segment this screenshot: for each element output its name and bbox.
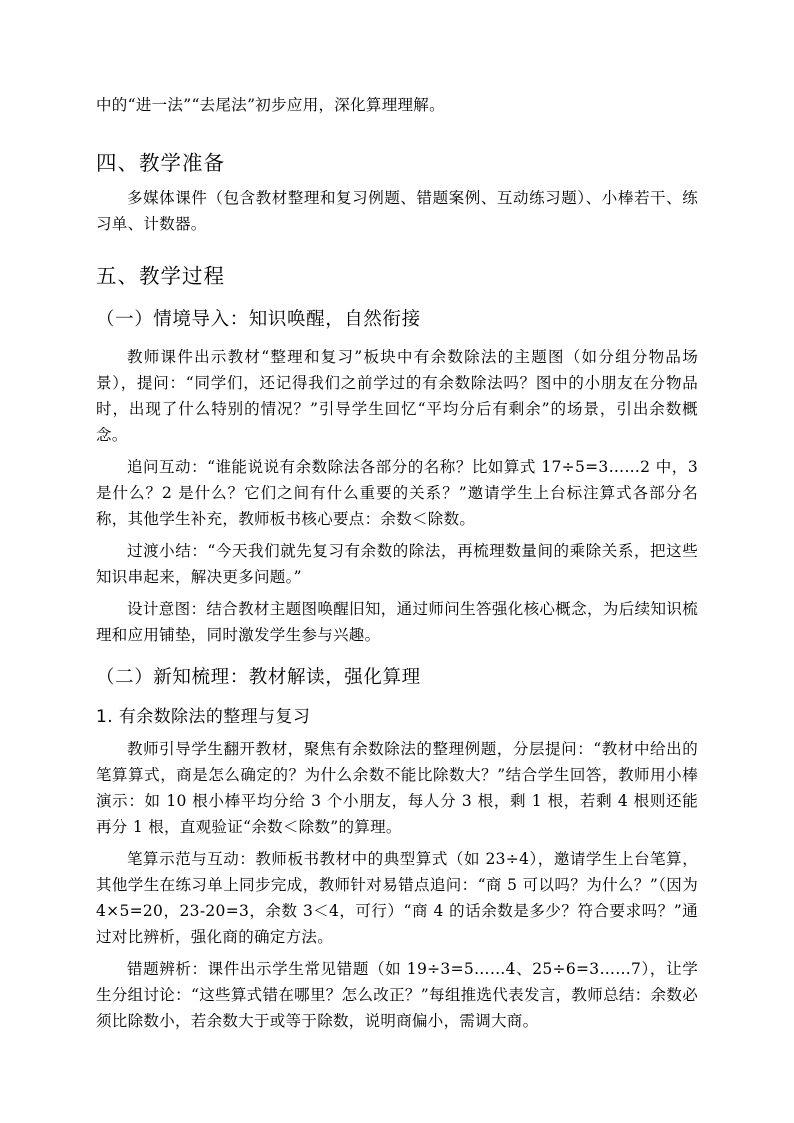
document-page — [96, 92, 698, 1034]
subsection-heading-new-knowledge: （二）新知梳理：教材解读，强化算理 — [96, 667, 421, 688]
paragraph-intro-tail: 中的“进一法”“去尾法”初步应用，深化算理理解。 — [96, 96, 445, 114]
section-heading-process: 五、教学过程 — [96, 264, 225, 288]
paragraph-review-3: 错题辨析：课件出示学生常见错题（如 19÷3=5……4、25÷6=3……7），让学生分组讨论：“这些算式错在哪里？怎么改正？”每组推选代表发言，教师总结：余数必须比除数小，若余数大于或等于除数，说明商偏小，需调大商。 — [96, 960, 698, 1030]
subsection-heading-intro: （一）情境导入：知识唤醒，自然衔接 — [96, 309, 421, 330]
paragraph-design-intent: 设计意图：结合教材主题图唤醒旧知，通过师问生答强化核心概念，为后续知识梳理和应用铺垫，同时激发学生参与兴趣。 — [96, 600, 698, 644]
paragraph-review-2: 笔算示范与互动：教师板书教材中的典型算式（如 23÷4），邀请学生上台笔算，其他学生在练习单上同步完成，教师针对易错点追问：“商 5 可以吗？为什么？”（因为 4×5=20，23-20=3，余数 3＜4，可行）“商 4 的话余数是多少？符合要求吗？”通过对比辨析，强化商的确定方法。 — [96, 850, 698, 946]
paragraph-intro-3: 过渡小结：“今天我们就先复习有余数的除法，再梳理数量间的乘除关系，把这些知识串起来，解决更多问题。” — [96, 542, 698, 586]
paragraph-intro-1: 教师课件出示教材“整理和复习”板块中有余数除法的主题图（如分组分物品场景），提问：“同学们，还记得我们之前学过的有余数除法吗？图中的小朋友在分物品时，出现了什么特别的情况？”引导学生回忆“平均分后有剩余”的场景，引出余数概念。 — [96, 348, 698, 444]
item-heading-remainder-division: 1. 有余数除法的整理与复习 — [96, 707, 311, 727]
paragraph-review-1: 教师引导学生翻开教材，聚焦有余数除法的整理例题，分层提问：“教材中给出的笔算算式，商是怎么确定的？为什么余数不能比除数大？”结合学生回答，教师用小棒演示：如 10 根小棒平均分给 3 个小朋友，每人分 3 根，剩 1 根，若剩 4 根则还能再分 1 根，直观验证“余数＜除数”的算理。 — [96, 740, 698, 836]
section-heading-preparation: 四、教学准备 — [96, 151, 225, 175]
paragraph-intro-2: 追问互动：“谁能说说有余数除法各部分的名称？比如算式 17÷5=3……2 中，3 是什么？2 是什么？它们之间有什么重要的关系？”邀请学生上台标注算式各部分名称，其他学生补充，教师板书核心要点：余数＜除数。 — [96, 458, 698, 528]
paragraph-preparation: 多媒体课件（包含教材整理和复习例题、错题案例、互动练习题）、小棒若干、练习单、计数器。 — [96, 189, 698, 233]
